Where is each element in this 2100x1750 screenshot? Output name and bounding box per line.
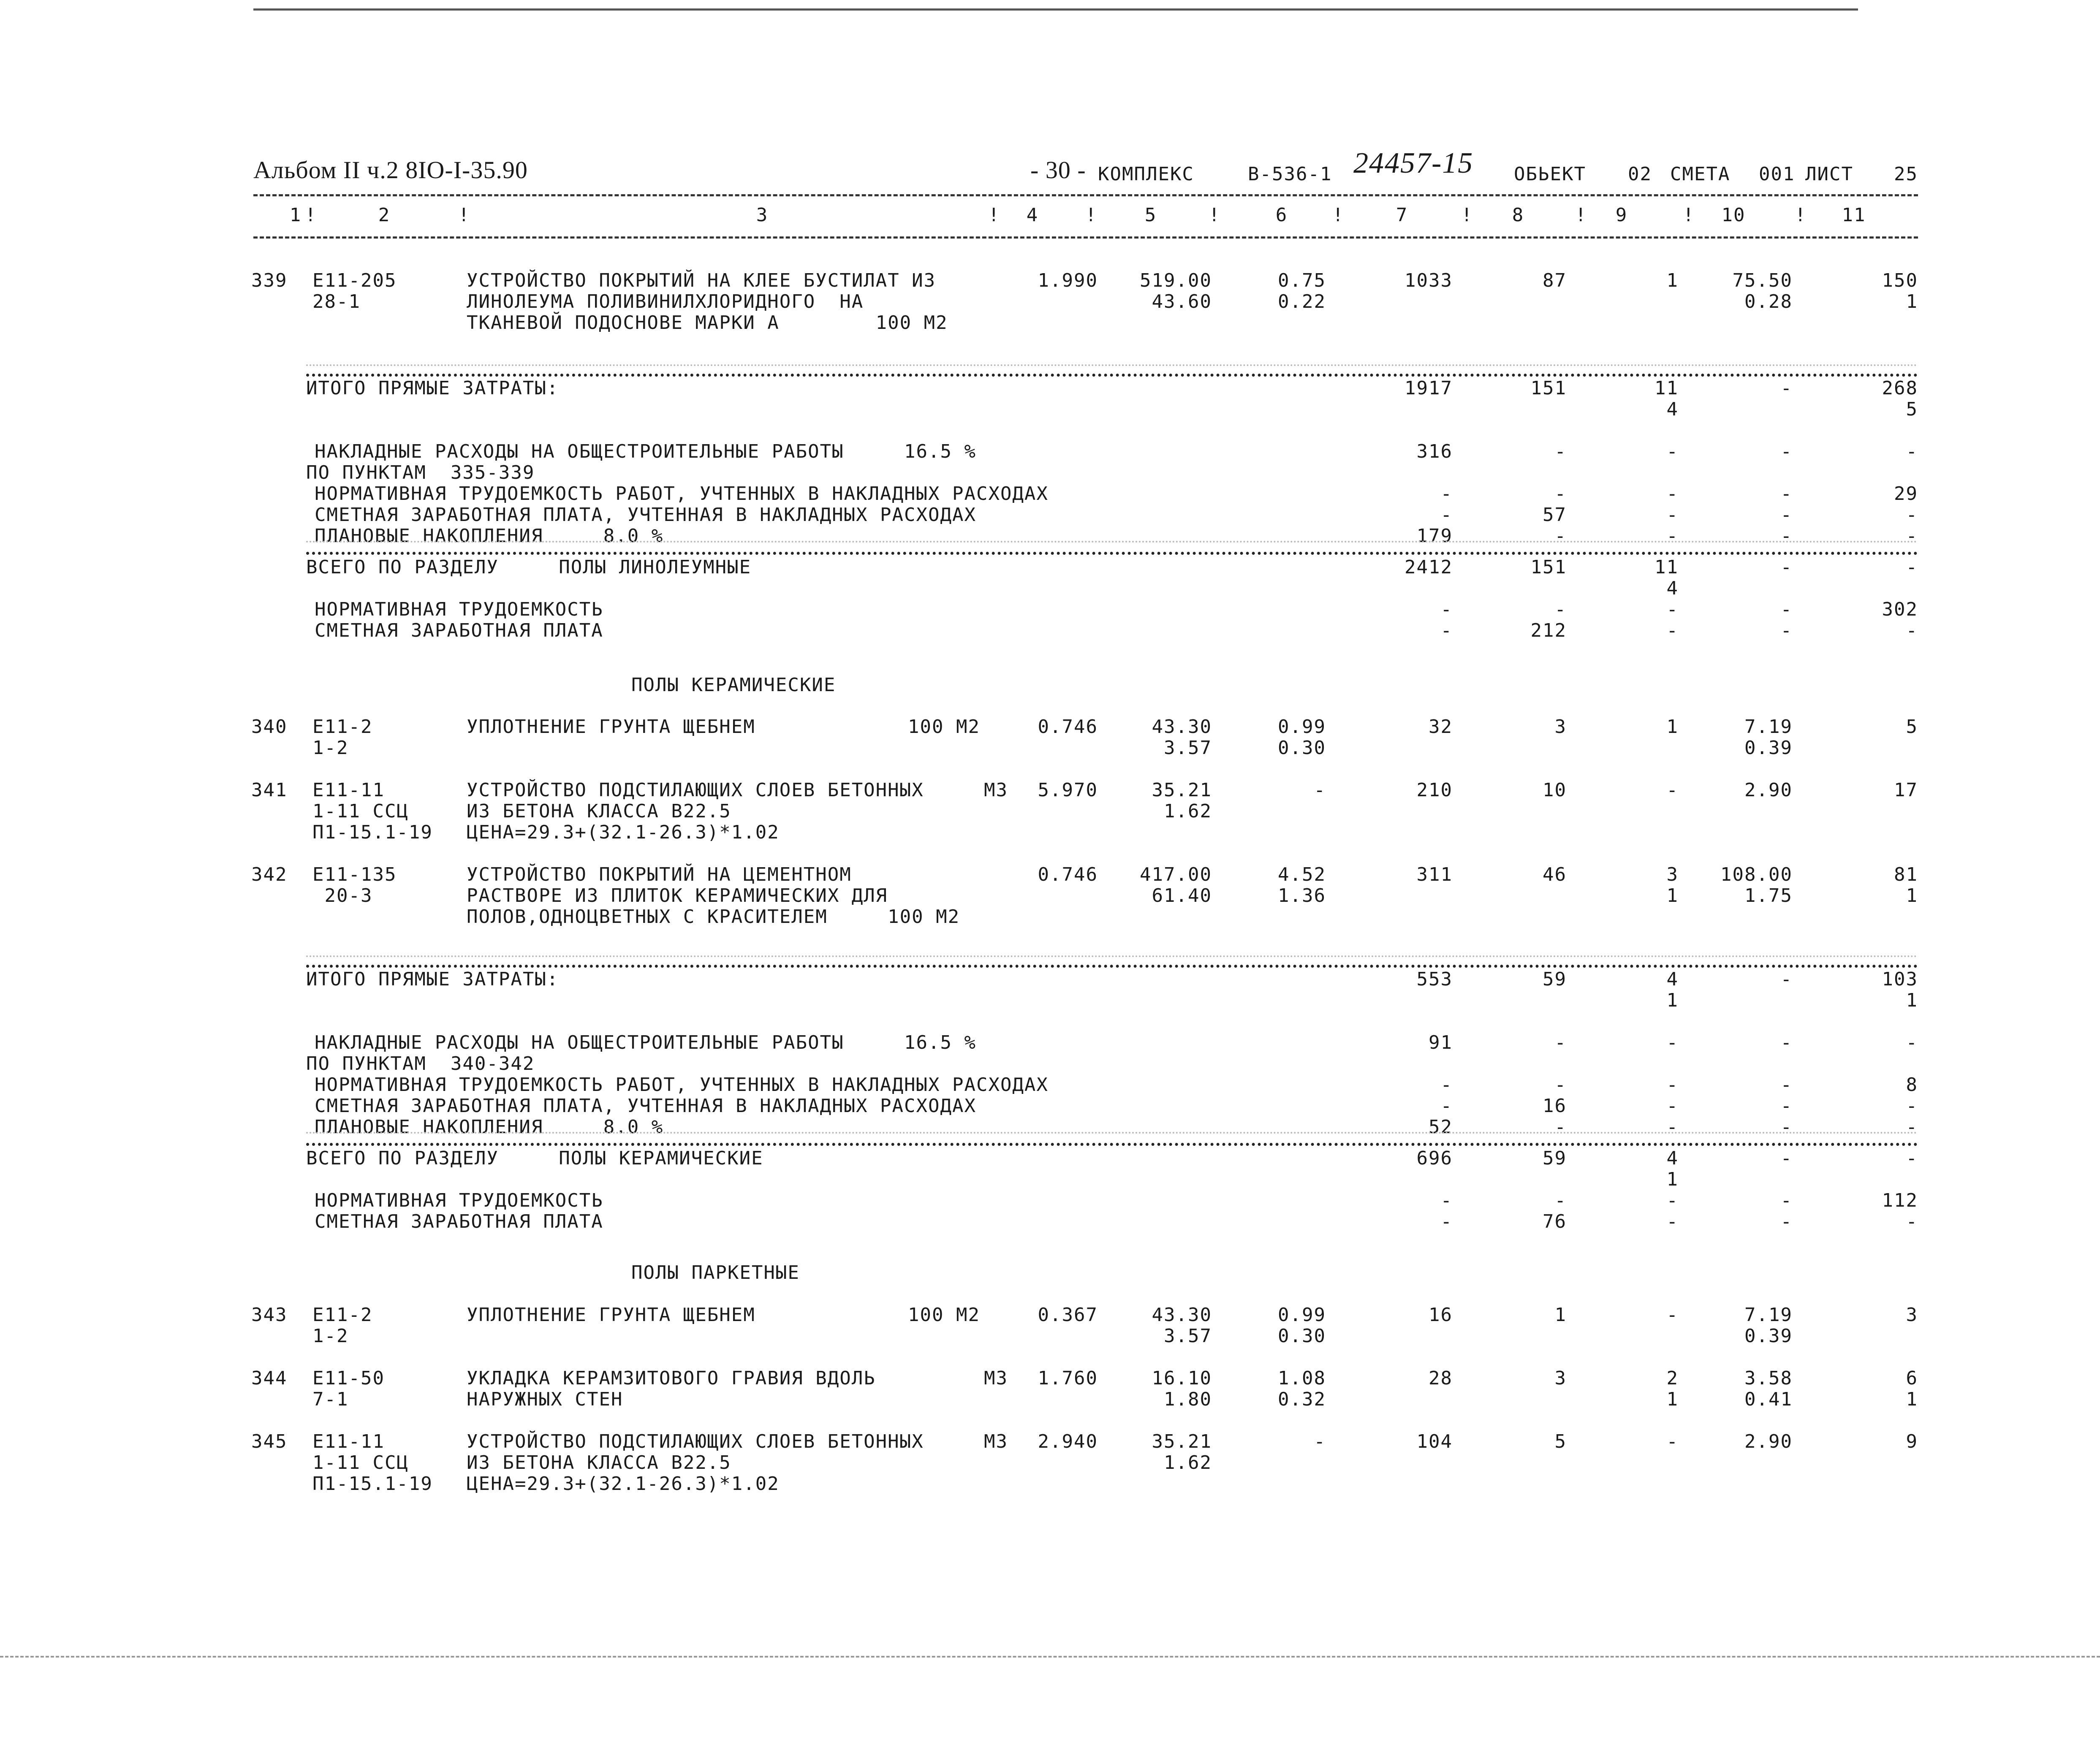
- vsego-c8: 151: [1530, 556, 1567, 578]
- value-c11: 3: [1906, 1304, 1918, 1326]
- value-c5: 1.80: [1164, 1389, 1212, 1410]
- rate-code: Е11-205: [312, 270, 397, 291]
- labor-oh-c11: 29: [1894, 483, 1918, 505]
- wage-total-c11: -: [1906, 620, 1918, 641]
- work-description: ИЗ БЕТОНА КЛАССА В22.5: [467, 1452, 731, 1473]
- row-number: 344: [251, 1367, 288, 1389]
- value-c6: 1.08: [1278, 1367, 1326, 1389]
- value-c9: -: [1666, 1304, 1679, 1326]
- rate-code: 1-2: [312, 737, 349, 759]
- column-header-11: 11: [1842, 204, 1866, 226]
- work-description: УКЛАДКА КЕРАМЗИТОВОГО ГРАВИЯ ВДОЛЬ: [467, 1367, 876, 1389]
- planned-label: ПЛАНОВЫЕ НАКОПЛЕНИЯ 8.0 %: [315, 1116, 664, 1138]
- scan-specks: [306, 955, 1918, 957]
- value-c8: 3: [1554, 1367, 1567, 1389]
- vsego-c8: 59: [1543, 1148, 1567, 1169]
- overhead-c7: 91: [1429, 1032, 1453, 1053]
- value-c10: 2.90: [1744, 1431, 1793, 1452]
- work-description: ИЗ БЕТОНА КЛАССА В22.5: [467, 800, 731, 822]
- work-description: УСТРОЙСТВО ПОКРЫТИЙ НА КЛЕЕ БУСТИЛАТ ИЗ: [467, 270, 936, 291]
- value-c10: 0.41: [1744, 1389, 1793, 1410]
- itogo-c9: 1: [1666, 990, 1679, 1011]
- work-description: ЛИНОЛЕУМА ПОЛИВИНИЛХЛОРИДНОГО НА: [467, 291, 864, 312]
- value-c10: 1.75: [1744, 885, 1793, 906]
- overhead-c10: -: [1780, 1032, 1793, 1053]
- itogo-c9: 4: [1666, 399, 1679, 420]
- wage-oh-c9: -: [1666, 504, 1679, 526]
- work-description: НАРУЖНЫХ СТЕН: [467, 1389, 623, 1410]
- labor-total-c9: -: [1666, 1190, 1679, 1211]
- labor-total-c10: -: [1780, 599, 1793, 620]
- wage-oh-label: СМЕТНАЯ ЗАРАБОТНАЯ ПЛАТА, УЧТЕННАЯ В НАКЛАДНЫХ РАСХОДАХ: [315, 504, 976, 526]
- wage-total-c11: -: [1906, 1211, 1918, 1232]
- vsego-c11: -: [1906, 556, 1918, 578]
- value-c7: 28: [1429, 1367, 1453, 1389]
- value-c6: 0.30: [1278, 737, 1326, 759]
- column-header-7: 7: [1396, 204, 1408, 226]
- vsego-c7: 696: [1416, 1148, 1453, 1169]
- value-c9: -: [1666, 779, 1679, 801]
- column-separator: !: [1575, 204, 1587, 226]
- overhead-c7: 316: [1416, 441, 1453, 462]
- value-c5: 43.60: [1152, 291, 1212, 312]
- value-c5: 417.00: [1140, 864, 1212, 885]
- labor-total-label: НОРМАТИВНАЯ ТРУДОЕМКОСТЬ: [315, 599, 603, 620]
- wage-oh-label: СМЕТНАЯ ЗАРАБОТНАЯ ПЛАТА, УЧТЕННАЯ В НАКЛАДНЫХ РАСХОДАХ: [315, 1095, 976, 1117]
- planned-c11: -: [1906, 525, 1918, 547]
- column-header-10: 10: [1721, 204, 1746, 226]
- rate-code: Е11-11: [312, 1431, 385, 1452]
- value-c8: 3: [1554, 716, 1567, 738]
- work-description: ЦЕНА=29.3+(32.1-26.3)*1.02: [467, 822, 780, 843]
- wage-oh-c11: -: [1906, 1095, 1918, 1117]
- wage-oh-c10: -: [1780, 504, 1793, 526]
- value-c5: 519.00: [1140, 270, 1212, 291]
- rate-code: Е11-2: [312, 716, 373, 738]
- itogo-c7: 1917: [1405, 377, 1453, 399]
- estimate-number: 001: [1759, 163, 1795, 185]
- wage-total-c7: -: [1440, 1211, 1453, 1232]
- overhead-label: НАКЛАДНЫЕ РАСХОДЫ НА ОБЩЕСТРОИТЕЛЬНЫЕ РАБОТЫ 16.5 %: [315, 1032, 976, 1053]
- column-header-9: 9: [1615, 204, 1628, 226]
- column-header-3: 3: [756, 204, 769, 226]
- rate-code: 7-1: [312, 1389, 349, 1410]
- itogo-c8: 151: [1530, 377, 1567, 399]
- value-c5: 61.40: [1152, 885, 1212, 906]
- wage-oh-c7: -: [1440, 504, 1453, 526]
- vsego-c7: 2412: [1405, 556, 1453, 578]
- itogo-c11: 1: [1906, 990, 1918, 1011]
- labor-total-c11: 112: [1882, 1190, 1918, 1211]
- column-separator: !: [1332, 204, 1345, 226]
- vsego-c9: 11: [1654, 556, 1679, 578]
- labor-oh-c8: -: [1554, 483, 1567, 505]
- wage-total-label: СМЕТНАЯ ЗАРАБОТНАЯ ПЛАТА: [315, 620, 603, 641]
- value-c6: 1.36: [1278, 885, 1326, 906]
- vsego-c9: 4: [1666, 578, 1679, 599]
- value-c6: 0.99: [1278, 716, 1326, 738]
- wage-total-c9: -: [1666, 620, 1679, 641]
- work-description: УСТРОЙСТВО ПОДСТИЛАЮЩИХ СЛОЕВ БЕТОННЫХ: [467, 779, 924, 801]
- value-c8: 87: [1543, 270, 1567, 291]
- quantity: 0.746: [1038, 864, 1098, 885]
- overhead-c8: -: [1554, 441, 1567, 462]
- complex-label: КОМПЛЕКС: [1098, 163, 1194, 185]
- wage-oh-c8: 57: [1543, 504, 1567, 526]
- quantity: 0.746: [1038, 716, 1098, 738]
- value-c9: 3: [1666, 864, 1679, 885]
- work-description: ЦЕНА=29.3+(32.1-26.3)*1.02: [467, 1473, 780, 1495]
- value-c10: 0.39: [1744, 1325, 1793, 1347]
- unit: М3: [984, 1431, 1008, 1452]
- value-c11: 6: [1906, 1367, 1918, 1389]
- value-c6: -: [1314, 779, 1326, 801]
- labor-oh-c10: -: [1780, 1074, 1793, 1096]
- value-c6: -: [1314, 1431, 1326, 1452]
- rate-code: Е11-50: [312, 1367, 385, 1389]
- value-c9: 2: [1666, 1367, 1679, 1389]
- scan-specks: [306, 541, 1918, 543]
- value-c5: 3.57: [1164, 737, 1212, 759]
- planned-c10: -: [1780, 525, 1793, 547]
- column-separator: !: [1209, 204, 1221, 226]
- value-c7: 32: [1429, 716, 1453, 738]
- wage-oh-c11: -: [1906, 504, 1918, 526]
- object-label: ОБЬЕКТ: [1514, 163, 1586, 185]
- itogo-c11: 268: [1882, 377, 1918, 399]
- row-number: 342: [251, 864, 288, 885]
- wage-oh-c9: -: [1666, 1095, 1679, 1117]
- labor-oh-c7: -: [1440, 1074, 1453, 1096]
- labor-oh-c11: 8: [1906, 1074, 1918, 1096]
- rate-code: П1-15.1-19: [312, 822, 433, 843]
- vsego-c10: -: [1780, 1148, 1793, 1169]
- overhead-c10: -: [1780, 441, 1793, 462]
- wage-total-label: СМЕТНАЯ ЗАРАБОТНАЯ ПЛАТА: [315, 1211, 603, 1232]
- labor-oh-c7: -: [1440, 483, 1453, 505]
- overhead-c9: -: [1666, 441, 1679, 462]
- page-number: - 30 -: [1030, 156, 1086, 184]
- value-c7: 1033: [1405, 270, 1453, 291]
- labor-oh-c9: -: [1666, 483, 1679, 505]
- planned-c7: 179: [1416, 525, 1453, 547]
- labor-oh-c10: -: [1780, 483, 1793, 505]
- wage-total-c9: -: [1666, 1211, 1679, 1232]
- rate-code: 1-11 ССЦ: [312, 800, 409, 822]
- dotted-divider: [306, 374, 1918, 377]
- labor-total-c8: -: [1554, 1190, 1567, 1211]
- planned-c10: -: [1780, 1116, 1793, 1138]
- planned-label: ПЛАНОВЫЕ НАКОПЛЕНИЯ 8.0 %: [315, 525, 664, 547]
- value-c10: 7.19: [1744, 1304, 1793, 1326]
- album-title: Альбом II ч.2 8IO-I-35.90: [253, 156, 528, 184]
- value-c8: 1: [1554, 1304, 1567, 1326]
- section-title-parquet: ПОЛЫ ПАРКЕТНЫЕ: [631, 1262, 800, 1283]
- work-description: РАСТВОРЕ ИЗ ПЛИТОК КЕРАМИЧЕСКИХ ДЛЯ: [467, 885, 888, 906]
- value-c9: 1: [1666, 270, 1679, 291]
- value-c10: 0.28: [1744, 291, 1793, 312]
- column-header-6: 6: [1275, 204, 1288, 226]
- value-c8: 5: [1554, 1431, 1567, 1452]
- unit: 100 М2: [908, 716, 980, 738]
- column-header-1: 1: [289, 204, 302, 226]
- column-separator: !: [305, 204, 317, 226]
- value-c5: 3.57: [1164, 1325, 1212, 1347]
- estimate-label: СМЕТА: [1670, 163, 1731, 185]
- labor-oh-c8: -: [1554, 1074, 1567, 1096]
- value-c5: 16.10: [1152, 1367, 1212, 1389]
- overhead-points: ПО ПУНКТАМ 340-342: [306, 1053, 535, 1074]
- labor-total-c8: -: [1554, 599, 1567, 620]
- sheet-number: 25: [1894, 163, 1918, 185]
- value-c5: 43.30: [1152, 716, 1212, 738]
- overhead-c11: -: [1906, 1032, 1918, 1053]
- quantity: 0.367: [1038, 1304, 1098, 1326]
- value-c11: 9: [1906, 1431, 1918, 1452]
- wage-oh-c7: -: [1440, 1095, 1453, 1117]
- rate-code: Е11-135: [312, 864, 397, 885]
- column-header-2: 2: [378, 204, 391, 226]
- wage-oh-c10: -: [1780, 1095, 1793, 1117]
- column-separator: !: [1683, 204, 1695, 226]
- column-separator: !: [988, 204, 1000, 226]
- overhead-label: НАКЛАДНЫЕ РАСХОДЫ НА ОБЩЕСТРОИТЕЛЬНЫЕ РАБОТЫ 16.5 %: [315, 441, 976, 462]
- handwritten-number: 24457-15: [1353, 147, 1474, 179]
- value-c7: 104: [1416, 1431, 1453, 1452]
- value-c10: 2.90: [1744, 779, 1793, 801]
- rate-code: 20-3: [312, 885, 373, 906]
- column-separator: !: [1461, 204, 1473, 226]
- planned-c8: -: [1554, 1116, 1567, 1138]
- unit: 100 М2: [908, 1304, 980, 1326]
- sheet-label: ЛИСТ: [1805, 163, 1853, 185]
- labor-total-c9: -: [1666, 599, 1679, 620]
- value-c6: 0.30: [1278, 1325, 1326, 1347]
- vsego-label: ВСЕГО ПО РАЗДЕЛУ ПОЛЫ ЛИНОЛЕУМНЫЕ: [306, 556, 752, 578]
- vsego-label: ВСЕГО ПО РАЗДЕЛУ ПОЛЫ КЕРАМИЧЕСКИЕ: [306, 1148, 763, 1169]
- value-c6: 4.52: [1278, 864, 1326, 885]
- quantity: 2.940: [1038, 1431, 1098, 1452]
- value-c5: 43.30: [1152, 1304, 1212, 1326]
- itogo-c9: 11: [1654, 377, 1679, 399]
- itogo-label: ИТОГО ПРЯМЫЕ ЗАТРАТЫ:: [306, 377, 559, 399]
- scan-specks: [306, 364, 1918, 366]
- work-description: УСТРОЙСТВО ПОДСТИЛАЮЩИХ СЛОЕВ БЕТОННЫХ: [467, 1431, 924, 1452]
- value-c10: 108.00: [1720, 864, 1793, 885]
- bottom-scan-line: [0, 1656, 2100, 1658]
- labor-total-c11: 302: [1882, 599, 1918, 620]
- value-c7: 16: [1429, 1304, 1453, 1326]
- dotted-divider: [306, 1143, 1918, 1146]
- rate-code: Е11-11: [312, 779, 385, 801]
- rate-code: П1-15.1-19: [312, 1473, 433, 1495]
- labor-oh-label: НОРМАТИВНАЯ ТРУДОЕМКОСТЬ РАБОТ, УЧТЕННЫХ В НАКЛАДНЫХ РАСХОДАХ: [315, 483, 1049, 505]
- value-c10: 7.19: [1744, 716, 1793, 738]
- quantity: 1.990: [1038, 270, 1098, 291]
- value-c6: 0.22: [1278, 291, 1326, 312]
- labor-total-c7: -: [1440, 599, 1453, 620]
- itogo-label: ИТОГО ПРЯМЫЕ ЗАТРАТЫ:: [306, 969, 559, 990]
- labor-total-label: НОРМАТИВНАЯ ТРУДОЕМКОСТЬ: [315, 1190, 603, 1211]
- work-description: ТКАНЕВОЙ ПОДОСНОВЕ МАРКИ А 100 М2: [467, 312, 948, 334]
- top-scan-line: [253, 8, 1858, 11]
- value-c6: 0.32: [1278, 1389, 1326, 1410]
- vsego-c9: 1: [1666, 1169, 1679, 1190]
- work-description: УСТРОЙСТВО ПОКРЫТИЙ НА ЦЕМЕНТНОМ: [467, 864, 852, 885]
- itogo-c9: 4: [1666, 969, 1679, 990]
- rate-code: Е11-2: [312, 1304, 373, 1326]
- itogo-c10: -: [1780, 377, 1793, 399]
- planned-c9: -: [1666, 1116, 1679, 1138]
- value-c11: 81: [1894, 864, 1918, 885]
- overhead-points: ПО ПУНКТАМ 335-339: [306, 462, 535, 483]
- scan-specks: [306, 1132, 1918, 1134]
- value-c7: 210: [1416, 779, 1453, 801]
- value-c10: 75.50: [1732, 270, 1793, 291]
- value-c11: 1: [1906, 1389, 1918, 1410]
- itogo-c11: 5: [1906, 399, 1918, 420]
- value-c6: 0.75: [1278, 270, 1326, 291]
- overhead-c11: -: [1906, 441, 1918, 462]
- section-title-ceramic: ПОЛЫ КЕРАМИЧЕСКИЕ: [631, 674, 836, 696]
- value-c5: 35.21: [1152, 779, 1212, 801]
- planned-c11: -: [1906, 1116, 1918, 1138]
- quantity: 5.970: [1038, 779, 1098, 801]
- row-number: 341: [251, 779, 288, 801]
- value-c8: 46: [1543, 864, 1567, 885]
- vsego-c9: 4: [1666, 1148, 1679, 1169]
- rate-code: 1-2: [312, 1325, 349, 1347]
- value-c6: 0.99: [1278, 1304, 1326, 1326]
- value-c9: 1: [1666, 885, 1679, 906]
- value-c10: 0.39: [1744, 737, 1793, 759]
- value-c10: 3.58: [1744, 1367, 1793, 1389]
- header-rule-bottom: [253, 236, 1918, 239]
- value-c8: 10: [1543, 779, 1567, 801]
- value-c11: 1: [1906, 885, 1918, 906]
- wage-total-c7: -: [1440, 620, 1453, 641]
- wage-total-c10: -: [1780, 1211, 1793, 1232]
- value-c11: 17: [1894, 779, 1918, 801]
- labor-total-c7: -: [1440, 1190, 1453, 1211]
- itogo-c8: 59: [1543, 969, 1567, 990]
- vsego-c11: -: [1906, 1148, 1918, 1169]
- row-number: 343: [251, 1304, 288, 1326]
- work-description: ПОЛОВ,ОДНОЦВЕТНЫХ С КРАСИТЕЛЕМ 100 М2: [467, 906, 960, 928]
- wage-oh-c8: 16: [1543, 1095, 1567, 1117]
- value-c5: 1.62: [1164, 1452, 1212, 1473]
- overhead-c8: -: [1554, 1032, 1567, 1053]
- object-number: 02: [1628, 163, 1652, 185]
- value-c5: 1.62: [1164, 800, 1212, 822]
- column-header-4: 4: [1026, 204, 1039, 226]
- planned-c8: -: [1554, 525, 1567, 547]
- quantity: 1.760: [1038, 1367, 1098, 1389]
- vsego-c10: -: [1780, 556, 1793, 578]
- wage-total-c8: 76: [1543, 1211, 1567, 1232]
- wage-total-c10: -: [1780, 620, 1793, 641]
- row-number: 345: [251, 1431, 288, 1452]
- row-number: 339: [251, 270, 288, 291]
- labor-oh-label: НОРМАТИВНАЯ ТРУДОЕМКОСТЬ РАБОТ, УЧТЕННЫХ В НАКЛАДНЫХ РАСХОДАХ: [315, 1074, 1049, 1096]
- header-rule-top: [253, 194, 1918, 196]
- value-c9: -: [1666, 1431, 1679, 1452]
- rate-code: 1-11 ССЦ: [312, 1452, 409, 1473]
- value-c5: 35.21: [1152, 1431, 1212, 1452]
- unit: М3: [984, 1367, 1008, 1389]
- wage-total-c8: 212: [1530, 620, 1567, 641]
- column-separator: !: [1085, 204, 1098, 226]
- column-header-8: 8: [1512, 204, 1524, 226]
- complex-code: В-536-1: [1248, 163, 1332, 185]
- column-separator: !: [458, 204, 470, 226]
- work-description: УПЛОТНЕНИЕ ГРУНТА ЩЕБНЕМ: [467, 716, 755, 738]
- itogo-c10: -: [1780, 969, 1793, 990]
- labor-oh-c9: -: [1666, 1074, 1679, 1096]
- labor-total-c10: -: [1780, 1190, 1793, 1211]
- value-c11: 150: [1882, 270, 1918, 291]
- value-c11: 1: [1906, 291, 1918, 312]
- rate-code: 28-1: [312, 291, 361, 312]
- unit: М3: [984, 779, 1008, 801]
- itogo-c11: 103: [1882, 969, 1918, 990]
- planned-c9: -: [1666, 525, 1679, 547]
- value-c9: 1: [1666, 1389, 1679, 1410]
- dotted-divider: [306, 552, 1918, 555]
- overhead-c9: -: [1666, 1032, 1679, 1053]
- dotted-divider: [306, 965, 1918, 968]
- planned-c7: 52: [1429, 1116, 1453, 1138]
- row-number: 340: [251, 716, 288, 738]
- column-separator: !: [1795, 204, 1807, 226]
- itogo-c7: 553: [1416, 969, 1453, 990]
- work-description: УПЛОТНЕНИЕ ГРУНТА ЩЕБНЕМ: [467, 1304, 755, 1326]
- value-c9: 1: [1666, 716, 1679, 738]
- column-header-5: 5: [1144, 204, 1157, 226]
- value-c7: 311: [1416, 864, 1453, 885]
- value-c11: 5: [1906, 716, 1918, 738]
